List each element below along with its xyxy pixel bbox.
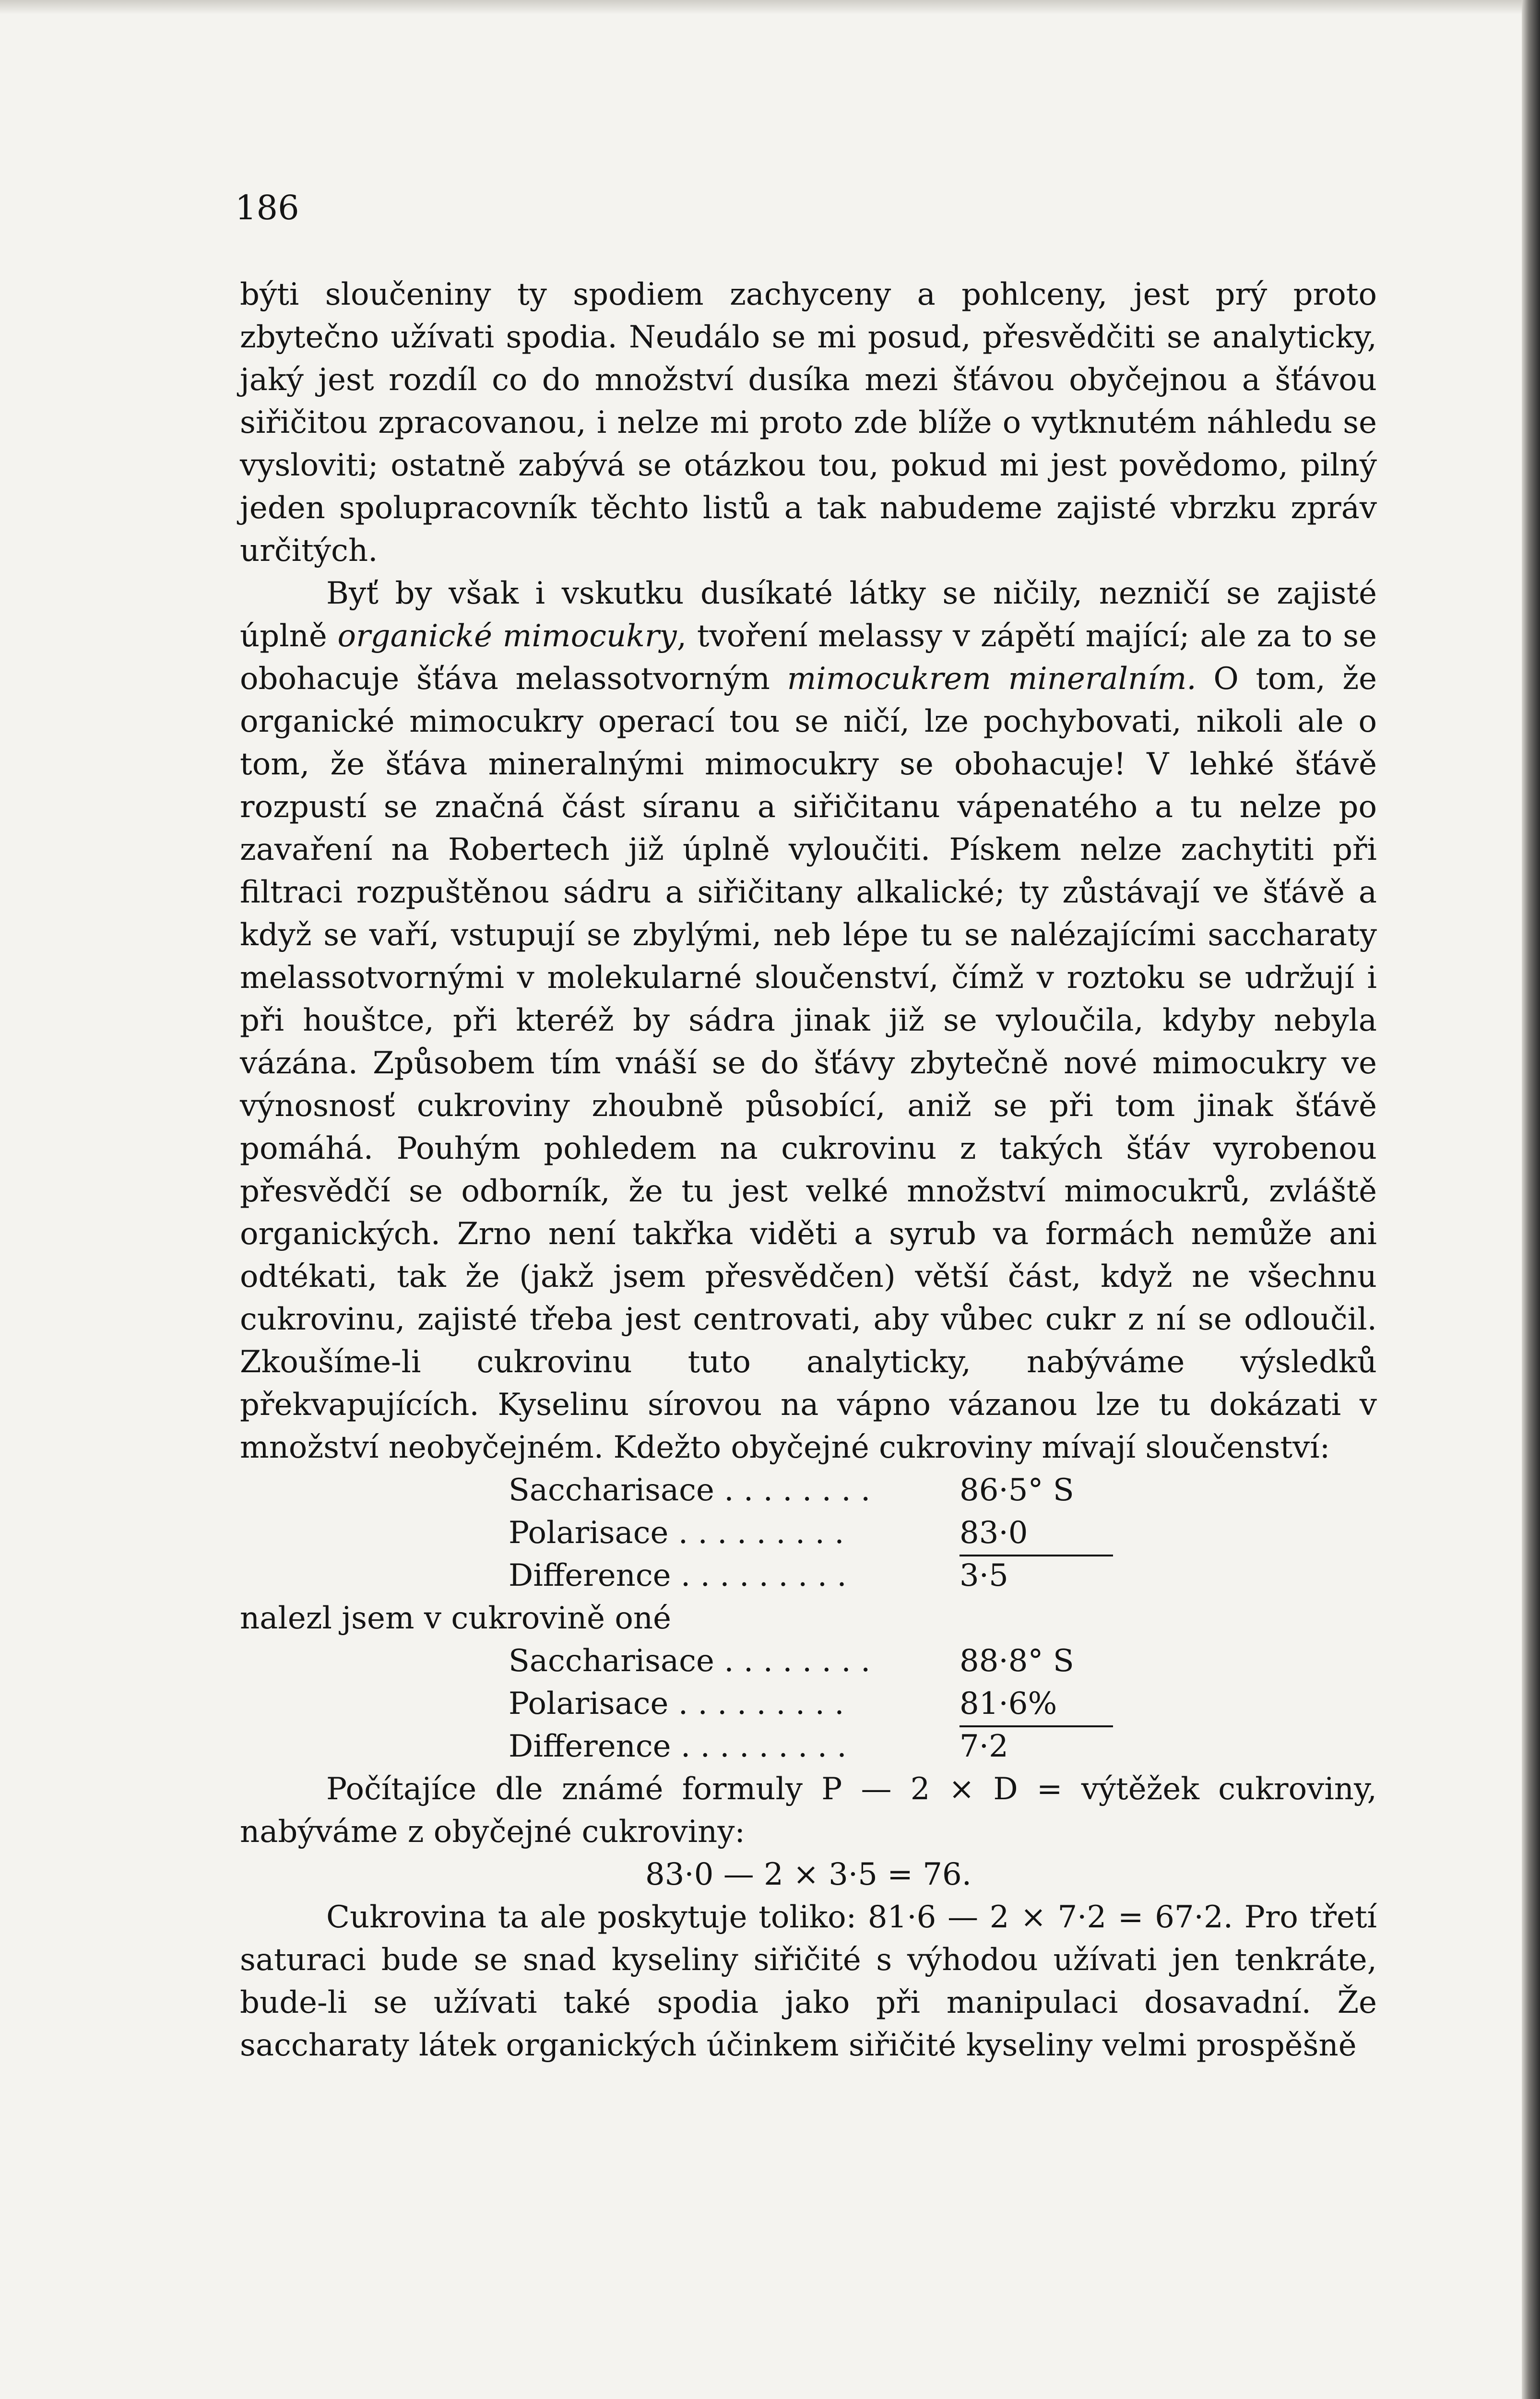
paragraph-2-text-3: O tom, že organické mimocukry operací tou se ničí, lze pochybovati, nikoli ale o tom, že šťáva mineralnými mimocukry se obohacuje! V lehké šťávě rozpustí se značná část síranu a siřičitanu vápenatého a tu nelze po zavaření na Robertech již úplně vyloučiti. Pískem nelze zachytiti při filtraci rozpuštěnou sádru a siřičitany alkalické; ty zůstávají ve šťávě a když se vaří, vstupují se zbylými, neb lépe tu se nalézajícími saccharaty melassotvornými v molekularné sloučenství, čímž v roztoku se udržují i při houštce, při kteréž by sádra jinak již se vyloučila, kdyby nebyla vázána. Způsobem tím vnáší se do šťávy zbytečně nové mimocukry ve výnosnosť cukroviny zhoubně působící, aniž se při tom jinak šťávě pomáhá. Pouhým pohledem na cukrovinu z takých šťáv vyrobenou přesvědčí se odborník, že tu jest velké množství mimocukrů, zvláště organických. Zrno není takřka viděti a syrub va formách nemůže ani odtékati, tak že (jakž jsem přesvědčen) větší část, když ne všechnu cukrovinu, zajisté třeba jest centrovati, aby vůbec cukr z ní se odloučil. Zkoušíme-li cukrovinu tuto analyticky, nabýváme výsledků překvapujících. Kyselinu sírovou na vápno vázanou lze tu dokázati v množství neobyčejném. Kdežto obyčejné cukroviny mívají sloučenství:: [240, 661, 1377, 1465]
table-row: [509, 1512, 1113, 1555]
page-number: 186: [235, 188, 299, 227]
row-label: Polarisace . . . . . . . . .: [509, 1686, 844, 1722]
composition-table-found: [509, 1640, 1377, 1768]
row-value: 3·5: [960, 1558, 1008, 1593]
row-value: 7·2: [960, 1729, 1008, 1764]
table-row: [509, 1640, 1113, 1683]
row-label: Saccharisace . . . . . . . .: [509, 1473, 871, 1508]
page-right-edge: [1522, 0, 1540, 2399]
composition-table-ordinary: [509, 1469, 1377, 1597]
between-tables-text: nalezl jsem v cukrovině oné: [240, 1601, 671, 1636]
row-value: 83·0: [960, 1512, 1113, 1556]
row-label: Polarisace . . . . . . . . .: [509, 1515, 844, 1551]
paragraph-4: Cukrovina ta ale poskytuje toliko: 81·6 — 2 ⨯ 7·2 = 67·2. Pro třetí saturaci bude se snad kyseliny siřičité s výhodou užívati jen tenkráte, bude-li se užívati také spodia jako při manipulaci dosavadní. Že saccharaty látek organických účinkem siřičité kyseliny velmi prospěšně: [240, 1900, 1377, 2063]
paragraph-2-text-1: Byť by však i vskutku dusíkaté látky se ničily, nezničí se zajisté úplně: [240, 576, 1377, 654]
table-row: [509, 1725, 1113, 1768]
paragraph-2: [240, 572, 1377, 1469]
row-label: Difference . . . . . . . . .: [509, 1729, 847, 1764]
table-row: [509, 1683, 1113, 1725]
row-label: Saccharisace . . . . . . . .: [509, 1643, 871, 1679]
row-value: 86·5° S: [960, 1473, 1074, 1508]
table-row: [509, 1555, 1113, 1597]
paragraph-2-text-2: , tvoření melassy v zápětí mající; ale za to se obohacuje šťáva melassotvorným: [240, 618, 1377, 697]
page-top-shadow: [0, 0, 1540, 14]
body-text: [240, 273, 1377, 2067]
row-label: Difference . . . . . . . . .: [509, 1558, 847, 1593]
row-value: 88·8° S: [960, 1643, 1074, 1679]
italic-term-mineral-nonsugar: mimocukrem mineralním.: [787, 661, 1196, 697]
italic-term-organic-nonsugars: organické mimocukry: [337, 618, 677, 654]
paragraph-3: Počítajíce dle známé formuly P — 2 ⨯ D = výtěžek cukroviny, nabýváme z obyčejné cukroviny:: [240, 1771, 1377, 1850]
row-value: 81·6%: [960, 1683, 1113, 1727]
table-row: [509, 1469, 1113, 1512]
paragraph-1: býti sloučeniny ty spodiem zachyceny a pohlceny, jest prý proto zbytečno užívati spodia. Neudálo se mi posud, přesvědčiti se analyticky, jaký jest rozdíl co do množství dusíka mezi šťávou obyčejnou a šťávou siřičitou zpracovanou, i nelze mi proto zde blíže o vytknutém náhledu se vysloviti; ostatně zabývá se otázkou tou, pokud mi jest povědomo, pilný jeden spolupracovník těchto listů a tak nabudeme zajisté vbrzku zpráv určitých.: [240, 277, 1377, 569]
formula: 83·0 — 2 ⨯ 3·5 = 76.: [645, 1857, 972, 1892]
